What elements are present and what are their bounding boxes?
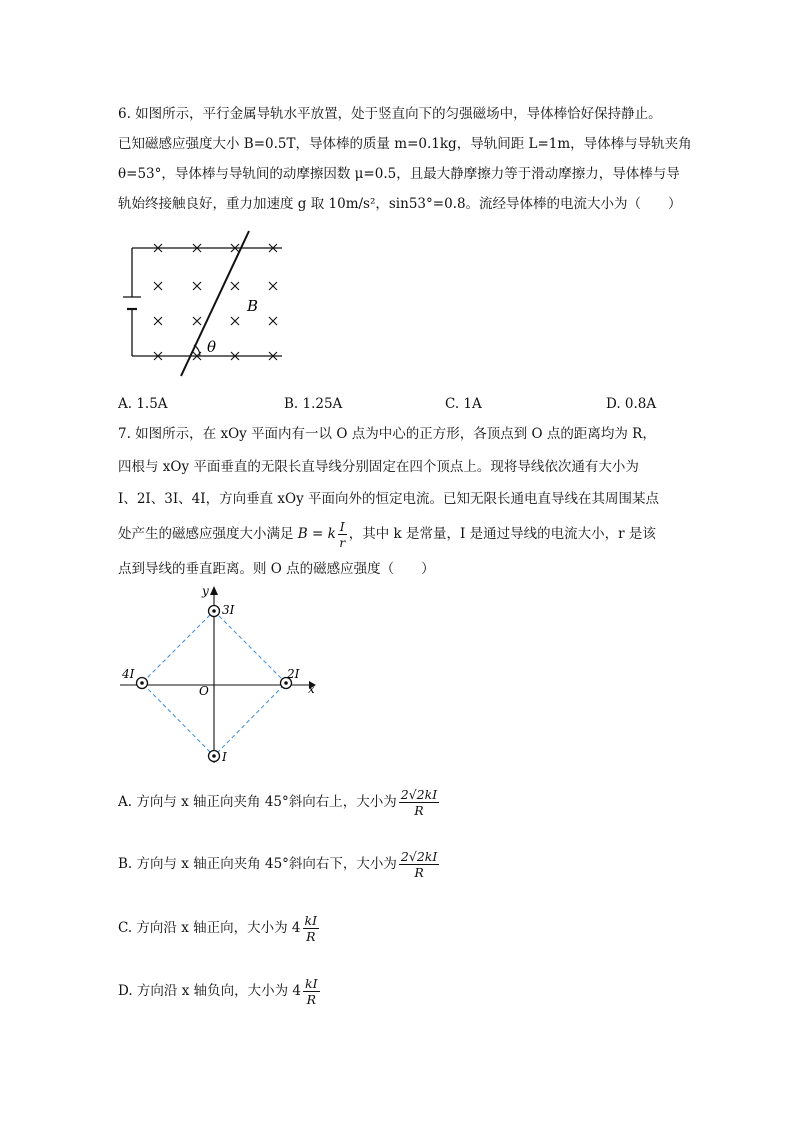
q7-option-b-num: 2√2kI bbox=[400, 849, 438, 864]
label-O: O bbox=[199, 684, 209, 698]
q7-option-c-den: R bbox=[306, 929, 316, 944]
label-theta: θ bbox=[207, 338, 217, 356]
q7-option-a-num: 2√2kI bbox=[400, 787, 438, 802]
q6-option-c[interactable]: C. 1A bbox=[445, 396, 482, 412]
q7-option-a-text: A. 方向与 x 轴正向夹角 45°斜向右上，大小为 bbox=[118, 794, 397, 810]
q6-option-d[interactable]: D. 0.8A bbox=[606, 396, 657, 412]
q6-line-4: 轨始终接触良好，重力加速度 g 取 10m/s²，sin53°=0.8。流经导体棒的电流大小为（ ） bbox=[118, 196, 682, 212]
q7-option-d[interactable] bbox=[118, 975, 322, 1007]
wire-top-icon bbox=[209, 606, 220, 617]
label-3I: 3I bbox=[222, 603, 235, 617]
q7-formula-lhs: B = k bbox=[297, 526, 336, 542]
label-4I: 4I bbox=[122, 667, 135, 681]
wire-left-icon bbox=[137, 678, 148, 689]
q7-line-3: I、2I、3I、4I，方向垂直 xOy 平面向外的恒定电流。已知无限长通电直导线在其周围某点 bbox=[118, 491, 659, 507]
q7-wires-figure bbox=[115, 580, 330, 770]
label-2I: 2I bbox=[287, 667, 300, 681]
q7-line-4 bbox=[118, 518, 656, 550]
wire-bottom-icon bbox=[209, 751, 220, 762]
q7-formula-fraction bbox=[338, 519, 347, 550]
q6-rail-figure bbox=[110, 225, 300, 385]
q7-option-b-text: B. 方向与 x 轴正向夹角 45°斜向右下，大小为 bbox=[118, 856, 397, 872]
q7-option-a-fraction bbox=[399, 787, 439, 818]
q7-formula-den: r bbox=[339, 535, 346, 550]
label-B: B bbox=[247, 297, 259, 315]
y-arrow-icon bbox=[210, 586, 218, 595]
q7-option-c-fraction bbox=[303, 913, 320, 944]
q7-option-c-num: kI bbox=[304, 913, 318, 928]
q7-option-b-den: R bbox=[414, 865, 424, 880]
q7-line-4-post: ，其中 k 是常量，I 是通过导线的电流大小，r 是该 bbox=[348, 526, 656, 542]
q7-option-d-den: R bbox=[306, 992, 316, 1007]
q6-option-b[interactable]: B. 1.25A bbox=[284, 396, 343, 412]
q6-line-3: θ=53°，导体棒与导轨间的动摩擦因数 μ=0.5，且最大静摩擦力等于滑动摩擦力，导体棒与导 bbox=[118, 166, 680, 182]
q7-option-b-fraction bbox=[399, 849, 439, 880]
q7-option-c-text: C. 方向沿 x 轴正向，大小为 4 bbox=[118, 920, 301, 936]
q7-option-a[interactable] bbox=[118, 786, 441, 818]
q7-option-a-den: R bbox=[414, 803, 424, 818]
label-I: I bbox=[222, 750, 227, 764]
q7-option-d-fraction bbox=[303, 976, 320, 1007]
q7-line-2: 四根与 xOy 平面垂直的无限长直导线分别固定在四个顶点上。现将导线依次通有大小为 bbox=[118, 459, 639, 475]
q7-option-d-num: kI bbox=[305, 976, 318, 991]
q6-line-2: 已知磁感应强度大小 B=0.5T，导体棒的质量 m=0.1kg，导轨间距 L=1m，导体棒与导轨夹角 bbox=[118, 136, 692, 152]
q7-line-5: 点到导线的垂直距离。则 O 点的磁感应强度（ ） bbox=[118, 561, 435, 577]
label-y: y bbox=[202, 584, 209, 598]
q7-option-c[interactable] bbox=[118, 912, 321, 944]
q6-line-1: 6. 如图所示，平行金属导轨水平放置，处于竖直向下的匀强磁场中，导体棒恰好保持静止。 bbox=[118, 106, 662, 122]
label-x: x bbox=[308, 682, 315, 696]
q7-option-d-text: D. 方向沿 x 轴负向，大小为 4 bbox=[118, 983, 302, 999]
q7-formula-num: I bbox=[339, 519, 345, 534]
q7-option-b[interactable] bbox=[118, 848, 441, 880]
q7-line-1: 7. 如图所示，在 xOy 平面内有一以 O 点为中心的正方形，各顶点到 O 点的距离均为 R， bbox=[118, 426, 656, 442]
q6-option-a[interactable]: A. 1.5A bbox=[118, 396, 168, 412]
q7-line-4-pre: 处产生的磁感应强度大小满足 bbox=[118, 526, 298, 542]
